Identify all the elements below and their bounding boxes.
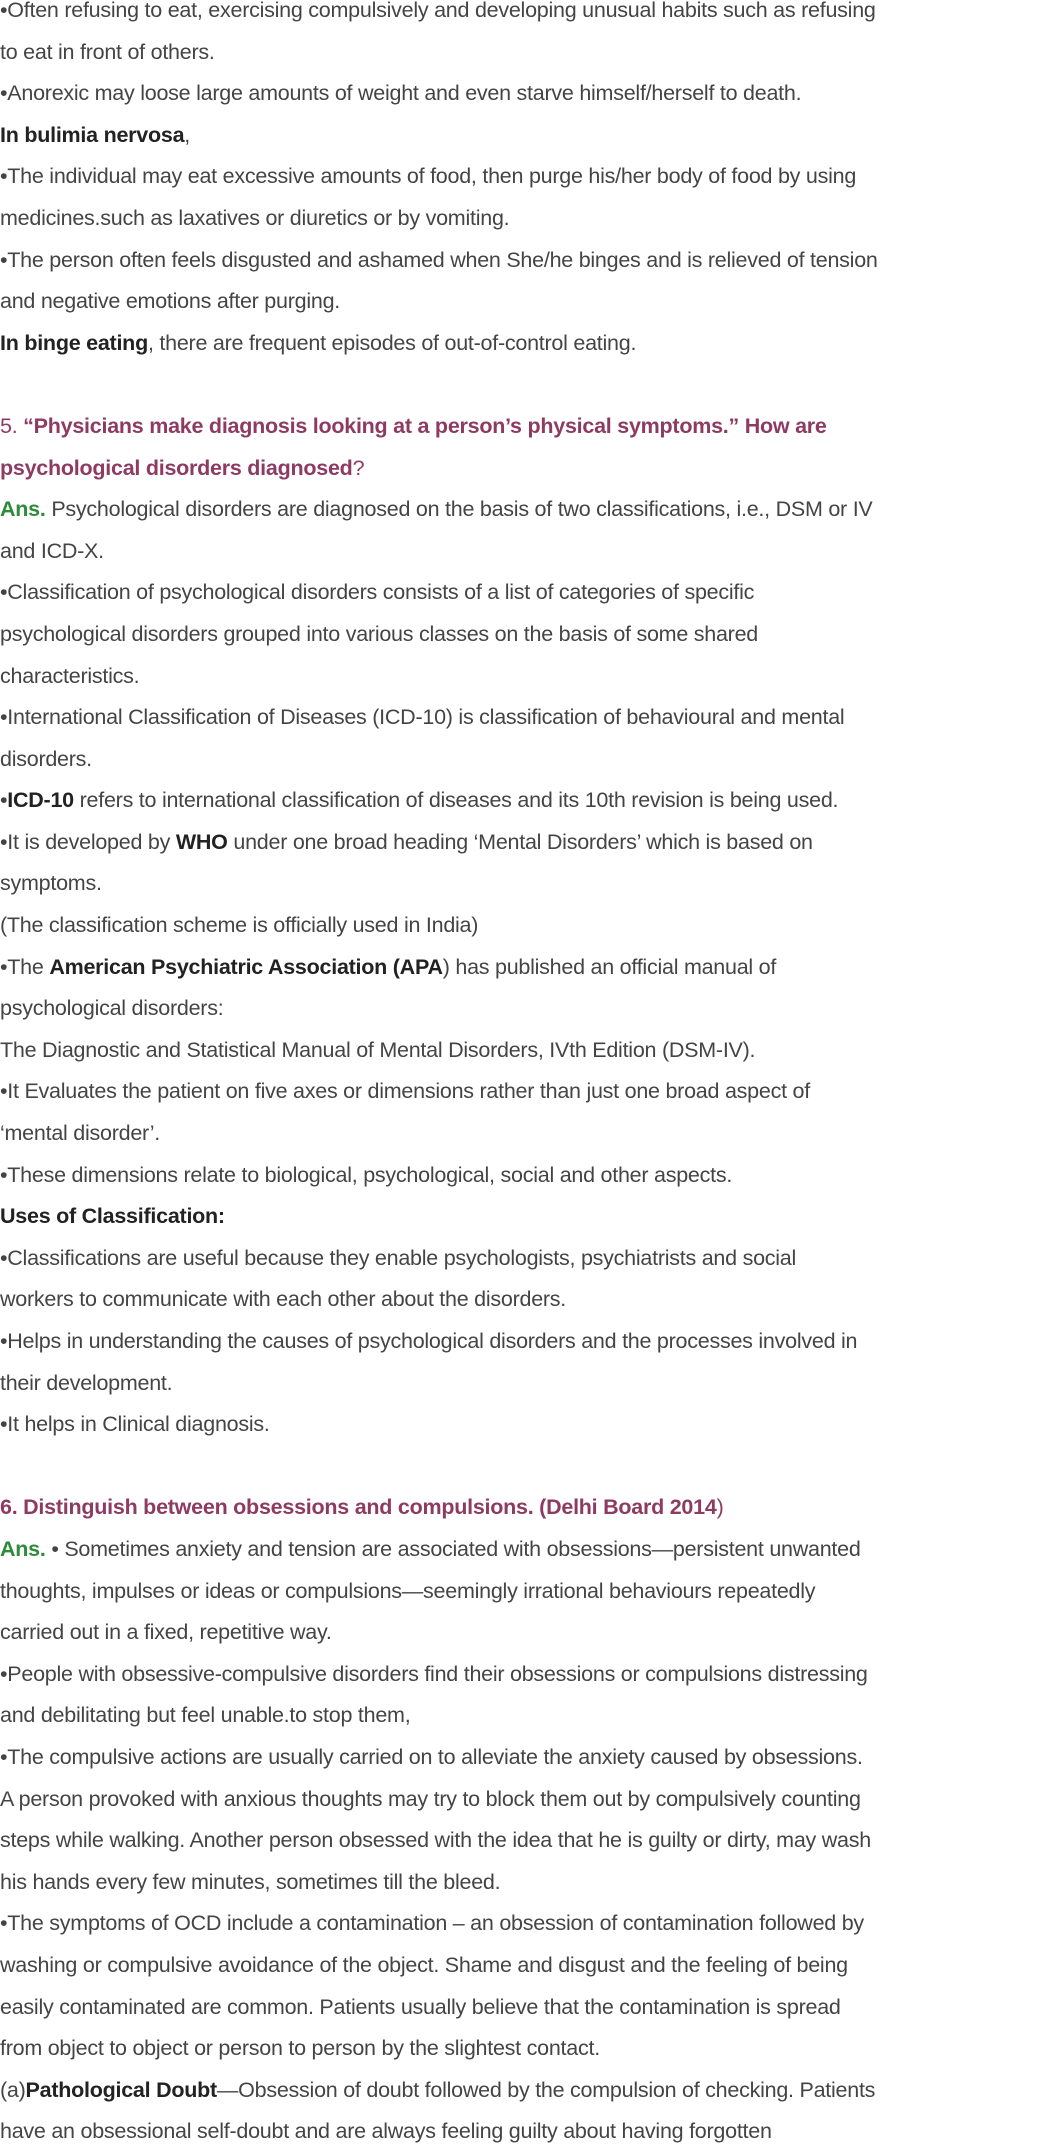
body-text: •Helps in understanding the causes of psychological disorders and the processes involved in their development.: [0, 1329, 858, 1395]
body-text: •People with obsessive-compulsive disorders find their obsessions or compulsions distressing and debilitating but feel unable.to stop them,: [0, 1661, 868, 1728]
body-text: •: [0, 788, 8, 813]
body-text: •The compulsive actions are usually carried on to alleviate the anxiety caused by obsessions. A person provoked with anxious thoughts may try to block them out by compulsively counting steps while walking. Another person obsessed with the idea that he is guilty or dirty, may wash his hands every few minutes, sometimes till the bleed.: [0, 1744, 871, 1894]
bold-term: ICD-10: [7, 788, 74, 813]
bold-term: WHO: [175, 829, 228, 854]
body-text: •It helps in Clinical diagnosis.: [0, 1412, 270, 1437]
body-text: •It is developed by: [0, 829, 176, 854]
body-text: The Diagnostic and Statistical Manual of Mental Disorders, IVth Edition (DSM-IV).: [0, 1037, 756, 1062]
body-text: •Anorexic may loose large amounts of weight and even starve himself/herself to death.: [0, 81, 802, 106]
body-text: •Classification of psychological disorders consists of a list of categories of specific psychological disorders grouped into various classes on the basis of some shared characteristics.: [0, 580, 759, 688]
question-text: ): [716, 1495, 724, 1520]
paragraph: [0, 1737, 1051, 1903]
answer-label: Ans.: [0, 497, 46, 522]
question-heading: [0, 1487, 1051, 1529]
paragraph: [0, 1321, 1051, 1404]
body-text: ,: [184, 122, 191, 147]
bold-term: In binge eating: [0, 330, 148, 355]
body-text: —Obsession of doubt followed by the compulsion of checking. Patients have an obsessional self-doubt and are always feeling guilty about having forgotten: [0, 2077, 876, 2144]
question-text: 5.: [0, 413, 24, 438]
paragraph: [0, 489, 1051, 572]
body-text: , there are frequent episodes of out-of-control eating.: [147, 330, 637, 355]
bold-term: In bulimia nervosa: [0, 122, 185, 147]
paragraph: [0, 1654, 1051, 1737]
paragraph: [0, 2070, 1051, 2153]
paragraph: [0, 1238, 1051, 1321]
question-text: 6. Distinguish between obsessions and compulsions. (Delhi Board 2014: [0, 1495, 717, 1520]
paragraph: [0, 115, 1051, 157]
body-text: •These dimensions relate to biological, psychological, social and other aspects.: [0, 1162, 733, 1187]
body-text: refers to international classification of diseases and its 10th revision is being used.: [73, 788, 839, 813]
paragraph: [0, 1030, 1051, 1072]
body-text: •Often refusing to eat, exercising compulsively and developing unusual habits such as refusing to eat in front of others.: [0, 0, 876, 64]
paragraph: [0, 240, 1051, 323]
spacer: [0, 1446, 1051, 1488]
body-text: •The: [0, 954, 50, 979]
body-text: (a): [0, 2077, 26, 2102]
question-text: “Physicians make diagnosis looking at a person’s physical symptoms.” How are psychological disorders diagnosed: [0, 413, 827, 480]
body-text: Psychological disorders are diagnosed on the basis of two classifications, i.e., DSM or IV and ICD-X.: [0, 497, 873, 563]
paragraph: [0, 73, 1051, 115]
paragraph: [0, 1071, 1051, 1154]
body-text: •Classifications are useful because they enable psychologists, psychiatrists and social workers to communicate with each other about the disorders.: [0, 1245, 797, 1312]
spacer: [0, 364, 1051, 406]
paragraph: [0, 697, 1051, 780]
paragraph: [0, 822, 1051, 905]
bold-term: Uses of Classification:: [0, 1204, 225, 1229]
paragraph: [0, 780, 1051, 822]
paragraph: [0, 156, 1051, 239]
question-text: ?: [352, 455, 365, 480]
paragraph: [0, 905, 1051, 947]
paragraph: [0, 947, 1051, 1030]
question-heading: [0, 406, 1051, 489]
paragraph: [0, 1196, 1051, 1238]
paragraph: [0, 0, 1051, 73]
paragraph: [0, 1529, 1051, 1654]
paragraph: [0, 323, 1051, 365]
body-text: ) has published an official manual of psychological disorders:: [0, 954, 777, 1021]
paragraph: [0, 1155, 1051, 1197]
answer-label: Ans.: [0, 1536, 46, 1561]
body-text: •The symptoms of OCD include a contamination – an obsession of contamination followed by washing or compulsive avoidance of the object. Shame and disgust and the feeling of being easily contaminated are common. Patients usually believe that the contamination is spread from object to object or person to person by the slightest contact.: [0, 1911, 864, 2061]
paragraph: [0, 572, 1051, 697]
body-text: •International Classification of Diseases (ICD-10) is classification of behavioural and mental disorders.: [0, 705, 845, 771]
paragraph: [0, 1903, 1051, 2069]
body-text: •The individual may eat excessive amounts of food, then purge his/her body of food by using medicines.such as laxatives or diuretics or by vomiting.: [0, 164, 857, 230]
body-text: • Sometimes anxiety and tension are associated with obsessions—persistent unwanted thoughts, impulses or ideas or compulsions—seemingly irrational behaviours repeatedly carried out in a fixed, repetitive way.: [0, 1536, 861, 1645]
body-text: (The classification scheme is officially used in India): [0, 913, 479, 938]
paragraph: [0, 1404, 1051, 1446]
body-text: •The person often feels disgusted and ashamed when She/he binges and is relieved of tension and negative emotions after purging.: [0, 247, 878, 314]
bold-term: Pathological Doubt: [25, 2077, 217, 2102]
body-text: •It Evaluates the patient on five axes or dimensions rather than just one broad aspect of ‘mental disorder’.: [0, 1079, 810, 1146]
body-text: under one broad heading ‘Mental Disorders’ which is based on symptoms.: [0, 829, 813, 896]
bold-term: American Psychiatric Association (APA: [49, 954, 443, 979]
